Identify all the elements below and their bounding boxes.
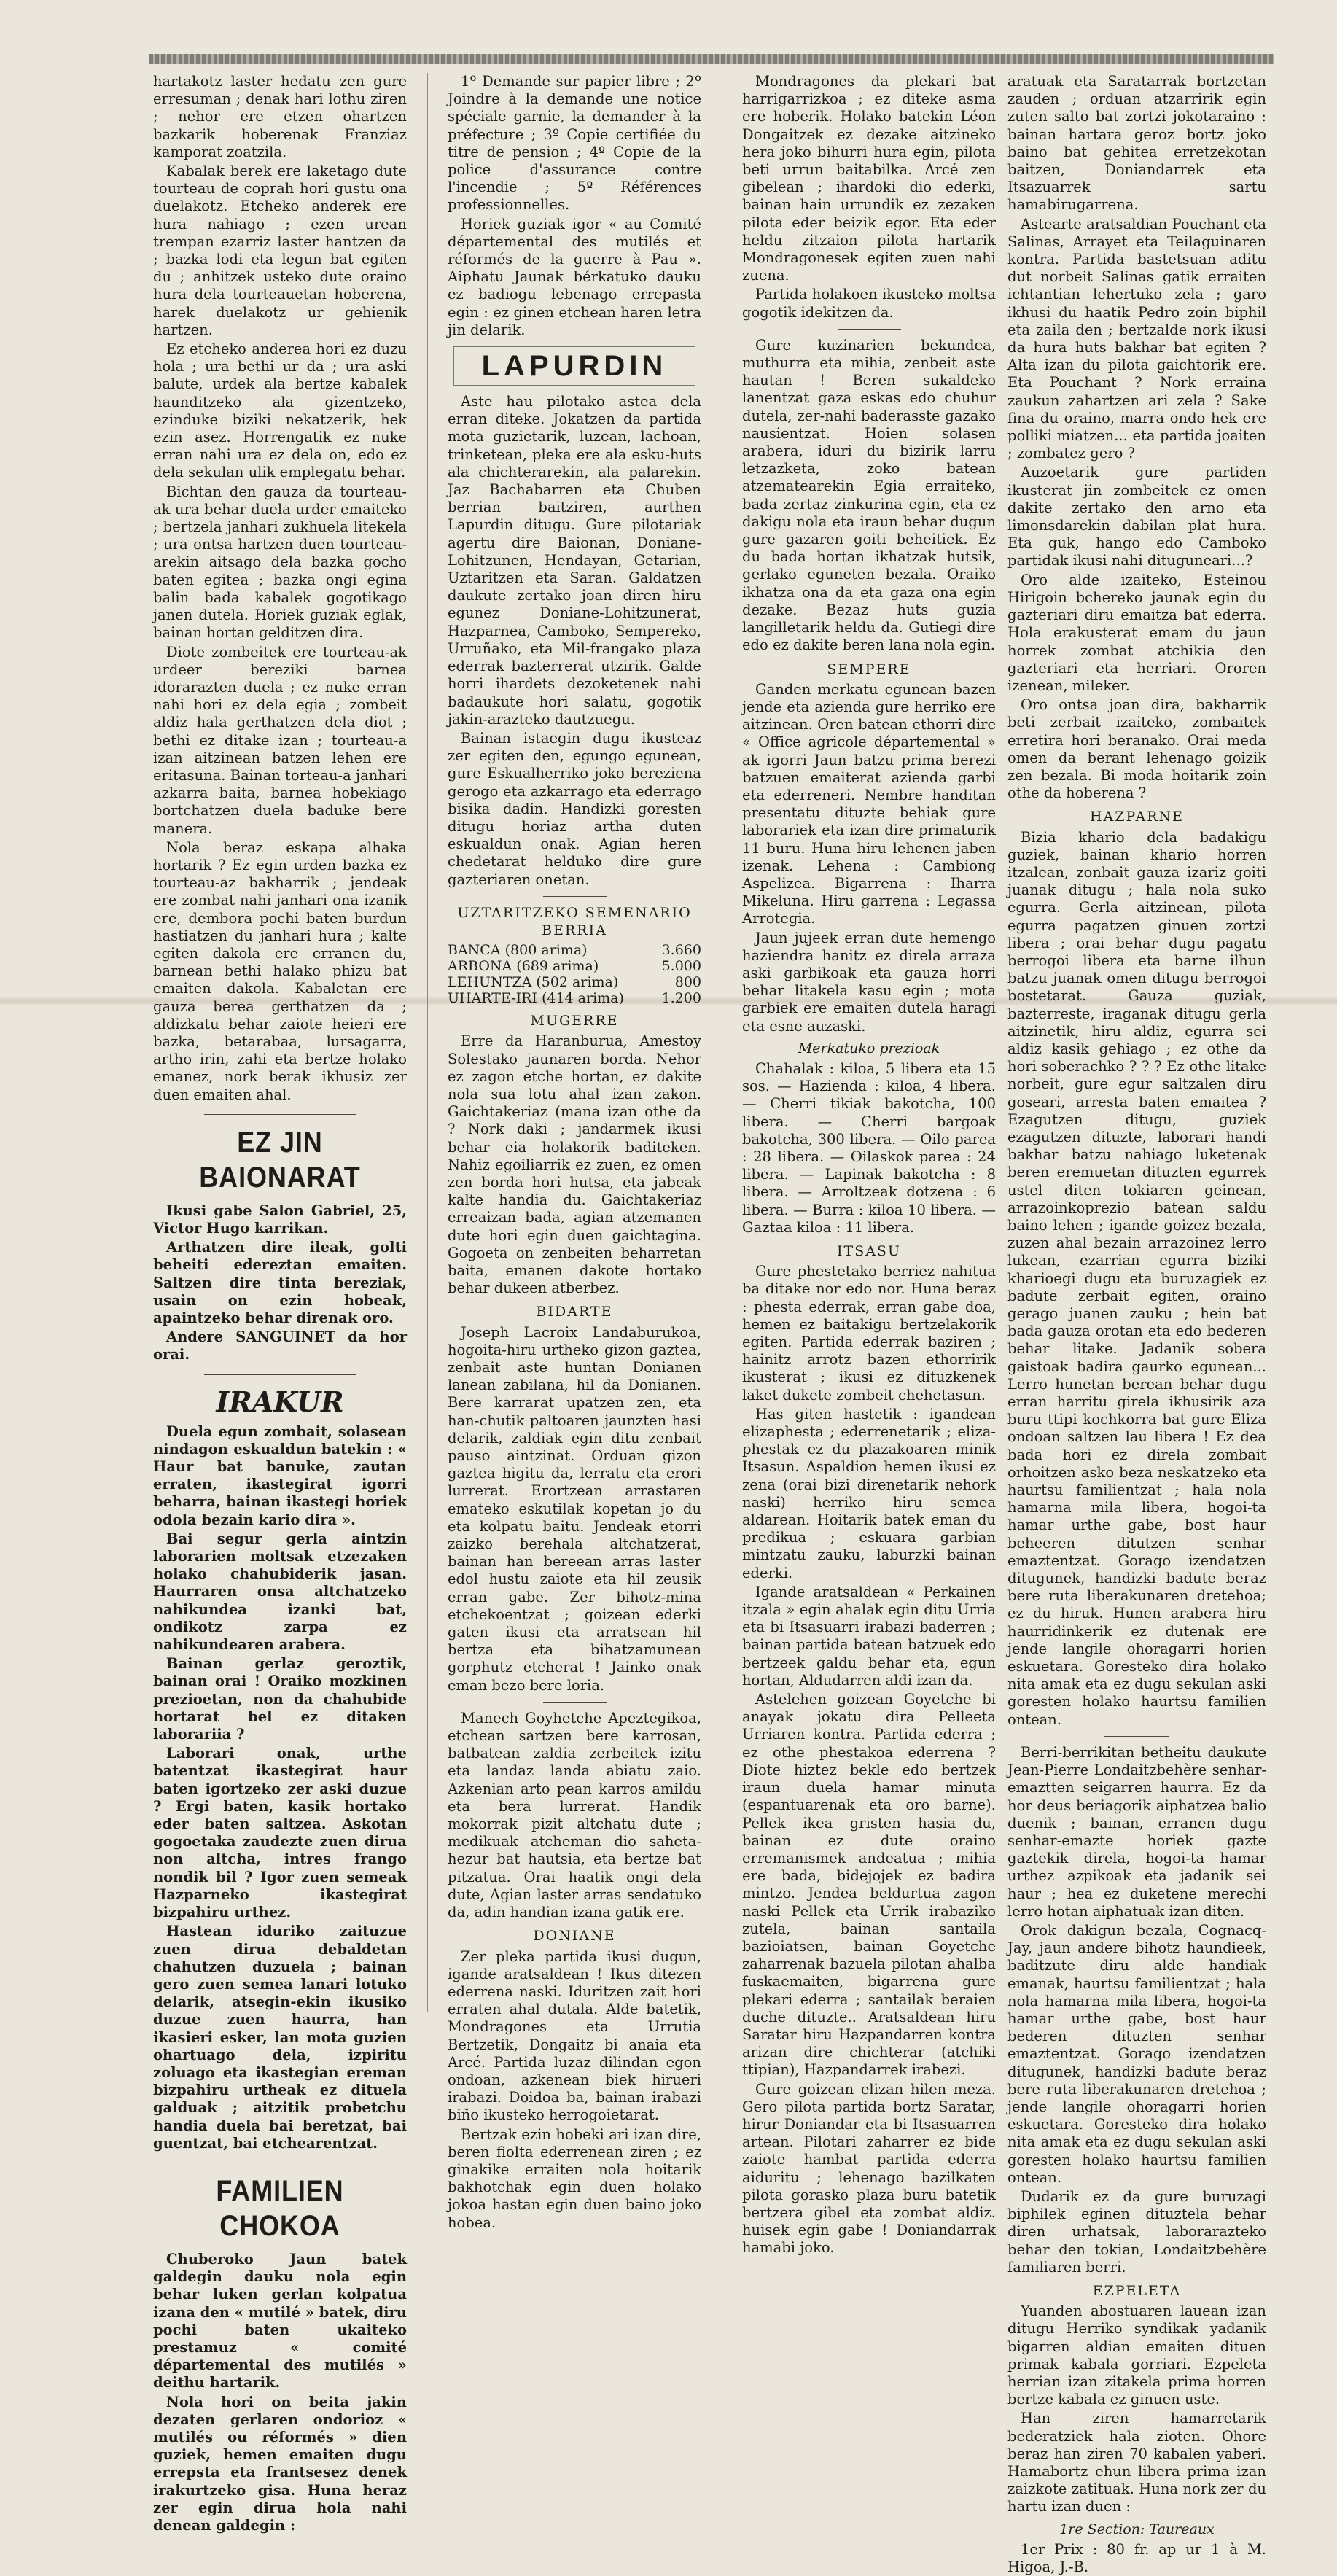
paragraph: Dudarik ez da gure buruzagi biphilek eginen dituztela behar diren urhatsak, laborarazteko behar den tokian, Londaitzbehère familiaren berri. [1007, 2187, 1266, 2276]
paragraph: Orok dakigun bezala, Cognacq-Jay, jaun andere bihotz haundieek, baditzute diru alde handiak emanak, haurtsu familientzat ; hala nola hamarna mila libera, hogoi-ta hamar urthe gabe, bost haur bederen dituzten senhar emaztentzat. Gorago izendatzen ditugunek, handizki badute beraz bere ruta liberakunaren dretehoa ; jende langile ohoragarri horien eskuetara. Goresteko dira holako nita amak eta ez dugu sekulan aski goresten holako haurtsu familien ontean. [1007, 1921, 1266, 2186]
paragraph: Zer pleka partida ikusi dugun, igande aratsaldean ! Ikus ditezen ederrena naski. Iduritzen zait hori erraten ahal dutala. Alde batetik, Mondragones eta Urrutia Bertzetik, Dongaitz bi anaia eta Arcé. Partida luzaz dilindan egon ondoan, azkenean biek hirueri irabazi. Doidoa ba, bainan irabazi biño ikusteko herrogoietarat. [448, 1947, 701, 2124]
paragraph: Ez etcheko anderea hori ez duzu hola ; ura bethi ur da ; ura aski balute, urdek ala bertze kabalek haunditzeko ala gizentzeko, ezinduke biziki nekatzerik, hek ezin asez. Horrengatik ez nuke erran nahi ura ez dela on, edo ez dela sekulan ulik emplegatu behar. [153, 341, 407, 481]
paragraph: Andere SANGUINET da hor orai. [153, 1328, 407, 1363]
table-cell-value: 3.660 [661, 942, 701, 959]
table-row [448, 974, 701, 990]
paragraph: Arthatzen dire ileak, golti beheiti edereztan emaiten. Saltzen dire tinta bereziak, usain on ezin hobeak, apaintzeko behar direnak oro. [153, 1239, 407, 1326]
section-rule [838, 329, 901, 330]
paragraph: Diote zombeitek ere tourteau-ak urdeer bereziki barnea idorarazten duela ; ez nuke erran nahi hori ez dela egia ; zombeit aldiz hala gerthatzen dela diot ; bethi ez ditake izan ; tourteau-a izan aitzinean batzen lehen ere eritasuna. Bainan torteau-a janhari azkarra baita, barnea hobekiago bortchatzen duela baduke bere manera. [153, 643, 407, 837]
paragraph: Mondragones da plekari bat harrigarrizkoa ; ez diteke asma ere hoberik. Holako batekin Léon Dongaitzek ez dezake aitzineko hera joko bihurri hura egin, pilota beti urrun baitabilka. Arcé zen gibelean ; ihardoki dio ederki, bainan hain urrundik ez zezaken pilota eder beizik egor. Eta eder heldu zitzaion pilota hartarik Mondragonesek egiten zuen nahi zuena. [742, 73, 996, 284]
paragraph: Aste hau pilotako astea dela erran diteke. Jokatzen da partida mota guzietarik, luzean, lachoan, trinketean, pleka ere ala esku-huts ala chichterarekin, ala palarekin. Jaz Bachabarren eta Chuben berrian baitziren, aurthen Lapurdin ditugu. Gure pilotariak agertu dire Baionan, Doniane-Lohitzunen, Hendayan, Getarian, Uztaritzen eta Saran. Galdatzen daukute zertako joan diren hiru egunez Doniane-Lohitzunerat, Hazparnea, Camboko, Sempereko, Urruñako, eta Mil-frangako plaza ederrak bazterrerat utzirik. Galde horri ihardets dezoketenek nahi badaukute hori salatu, gogotik jakin-arazteko dautzuegu. [448, 393, 701, 728]
heading-ez-jin-baionarat: EZ JIN BAIONARAT [199, 1126, 361, 1194]
paragraph: Bertzak ezin hobeki ari izan dire, beren fiolta ederrenean ziren ; ez ginakike erraiten nola hoitarik bakhotchak egin duen holako jokoa hastan egin duen baino joko hobea. [448, 2125, 701, 2231]
heading-itsasu: ITSASU [837, 1243, 901, 1259]
heading-familien-chokoa: FAMILIEN CHOKOA [216, 2174, 344, 2242]
paragraph: Hastean iduriko zaituzue zuen dirua debaldetan chahutzen duzuela ; bainan gero zuen semea lanari lotuko delarik, atsegin-ekin ikusiko duzue zuen haurra, han ikasieri esker, lan mota guzien ohartuago dela, izpiritu zoluago eta ikastegian ereman bizpahiru urtheak ez dituela galduak ; aitzitik probetchu handia duela bai beretzat, bai guentzat, bai etchearentzat. [153, 1923, 407, 2152]
paragraph: Chahalak : kiloa, 5 libera eta 15 sos. — Hazienda : kiloa, 4 libera. — Cherri tikiak bakotcha, 100 libera. — Cherri bargoak bakotcha, 300 libera. — Oilo parea : 28 libera. — Oilaskok parea : 24 libera. — Lapinak bakotcha : 8 libera. — Arroltzeak dotzena : 6 libera. — Burra : kiloa 10 libera. — Gaztaa kiloa : 11 libera. [742, 1059, 996, 1236]
paragraph: Erre da Haranburua, Amestoy Solestako jaunaren borda. Nehor ez zagon etche hortan, ez dakite nola sua lotu ahal izan zakon. Gaichtakeriaz (mana izan othe da ? Nork daki ; jandarmek ikusi behar eia holakorik baditeken. Nahiz egoiliarrik ez zuen, ez omen zen borda hori hutsa, eta jabeak kalte handia du. Gaichtakeriaz erreaizan bada, agian atzemanen dute hori egin duen gaichtagina. Gogoeta on zenbeiten beharretan baita, emanen dakote hortako behar dukeen atberbez. [448, 1032, 701, 1297]
table-cell-name: UHARTE-IRI (414 arima) [448, 990, 624, 1007]
paragraph: Kabalak berek ere laketago dute tourteau de coprah hori gustu ona duelakotz. Etcheko anderek ere hura nahiago ; ezen urean trempan ezarriz laster hantzen da ; bazka lodi eta legun bat egiten du ; anhitzek usteko dute oraino hura dela tourteauetan hoberena, harek duelakotz ur gehienik hartzen. [153, 163, 407, 338]
paragraph: Igande aratsaldean « Perkainen itzala » egin ahalak egin ditu Urria eta bi Itsasuarri irabazi baderren ; bainan partida batean batzuek edo bertzeek galdu behar eta, egun hortan, Aldudarren aldi izan da. [742, 1583, 996, 1689]
heading-lapurdin: LAPURDIN [453, 346, 695, 386]
paragraph: Auzoetarik gure partiden ikusterat jin zombeitek ez omen dakite zertako den arno eta limonsdarekin dabilan plat hura. Eta guk, hango edo Camboko partidak ikusi nahi dituguneari...? [1007, 464, 1266, 569]
table-cell-value: 5.000 [661, 958, 701, 975]
column-1 [153, 73, 407, 2534]
paragraph: Berri-berrikitan betheitu daukute Jean-Pierre Londaitzbehère senhar-emaztten seigarren haurra. Ez da hor deus beriagorik aiphatzea balio duenik ; bainan, erranen dugu senhar-emazte horiek gazte gaztekik direla, hogoi-ta hamar urthez azpikoak eta jadanik sei haur ; hea ez duketene merechi lerro hotan aiphatuak izan diten. [1007, 1743, 1266, 1920]
paragraph: Duela egun zombait, solasean nindagon eskualdun batekin : « Haur bat banuke, zautan erraten, ikastegirat igorri beharra, bainan ikastegi horiek odola bezain kario dira ». [153, 1423, 407, 1528]
paragraph: Chuberoko Jaun batek galdegin dauku nola egin behar luken gerlan kolpatua izana den « mutilé » batek, diru pochi baten ukaiteko prestamuz « comité départemental des mutilés » deithu hartarik. [153, 2250, 407, 2392]
paragraph: Oro alde izaiteko, Esteinou Hirigoin bchereko jaunak egin du gazteriari diru emaitza bat ederra. Hola erakusterat emam du jaun horrek zombat atchikia den gazteriari eta herriari. Ororen izenean, mileker. [1007, 571, 1266, 694]
paragraph: hartakotz laster hedatu zen gure erresuman ; denak hari lothu ziren ; nehor ere etzen ohartzen bazkarik hoberenak Franziaz kamporat zoatzila. [153, 73, 407, 160]
heading-irakur: IRAKUR [216, 1385, 344, 1418]
paragraph: 1er Prix : 80 fr. ap ur 1 à M. Higoa, J.-B. [1007, 2540, 1266, 2576]
paragraph: Ikusi gabe Salon Gabriel, 25, Victor Hugo karrikan. [153, 1202, 407, 1237]
paragraph: Bichtan den gauza da tourteau-ak ura behar duela urder emaiteko ; bertzela janhari zukhuela litekela ; ura ontsa hartzen duen tourteau-arekin aitsago dela bazka gocho baten egitea ; bazka ongi egina balin bada kabalek gogotikago janen dutela. Horiek guziak eglak, bainan hortan gelditzen dira. [153, 483, 407, 642]
paragraph: Partida holakoen ikusteko moltsa gogotik idekitzen da. [742, 286, 996, 321]
paragraph: Bainan gerlaz geroztik, bainan orai ! Oraiko mozkinen prezioetan, non da chahubide hortarat bel ez ditaken laborariia ? [153, 1655, 407, 1743]
paragraph: Horiek guziak igor « au Comité départemental des mutilés et réformés de la guerre à Pau ». Aiphatu Jaunak bérkatuko dauku ez badiogu lebenago errepasta egin : ez ginen etchean haren letra jin delarik. [448, 215, 701, 338]
paragraph: Joseph Lacroix Landaburukoa, hogoita-hiru urtheko gizon gaztea, zenbait aste huntan Donianen lanean zabilana, hil da Donianen. Bere karrarat upatzen zen, eta han-chutik paltoaren jaunzten hasi delarik, zaldiak egin ditu zenbait pauso aintzinat. Orduan gizon gaztea higitu da, lerratu eta erori lurrerat. Erortzean arrastaren emateko eskutilak kopetan jo du eta kolpatu baitu. Jendeak etorri zaizko berehala altchatzerat, bainan han bereean arras laster edol hustu zaiote eta hil zeusik erran gabe. Zer bihotz-mina etchekoentzat ; goizean ederki gaten ikusi eta arratsean hil bertza eta bihatzamunean gorphutz etcherat ! Jainko onak eman bezo bere loria. [448, 1323, 701, 1694]
paragraph: Manech Goyhetche Apeztegikoa, etchean sartzen bere karrosan, batbatean zaldia zerbeitek izitu eta landaz landa abiatu zaio. Azkenian arto pean karros amildu eta bera lurrerat. Handik mokorrak pizit altchatu dute ; medikuak atcheman dio saheta-hezur bat hautsia, eta bertze bat pitzatua. Orai haatik ongi dela dute, Agian laster arras sendatuko da, adin handian izana gatik ere. [448, 1709, 701, 1921]
section-rule [543, 896, 607, 897]
paragraph: Gure goizean elizan hilen meza. Gero pilota partida bortz Saratar, hirur Doniandar eta bi Itsasuarren artean. Pilotari zaharrer ez bide zaiote hambat partida ederra aiduritu ; lehenago bazilkaten pilota gorasko plaza buru batetik bertzera gibel eta zombat aldiz. huisek egin gabe ! Doniandarrak hamabi joko. [742, 2080, 996, 2257]
column-3 [742, 73, 996, 2257]
paragraph: Nola beraz eskapa alhaka hortarik ? Ez egin urden bazka ez tourteau-az bakharrik ; jendeak ere zombat nahi janhari ona izanik ere, dembora pochi baten burdun hastiatzen du janhari hura ; kalte egiten dakola ere erranen du, barnean bethi halako phizu bat emaiten dakola. Kabaletan ere gauza berea gerthatzen da ; aldizkatu behar zaiote heieri ere bazka, betarabaa, lursagarra, artho irin, zahi eta bertze holako emanez, nork berak ikhusiz zer duen emaiten ahal. [153, 838, 407, 1103]
heading-ezpeleta: EZPELETA [1092, 2282, 1182, 2299]
paragraph: Bizia khario dela badakigu guziek, bainan khario horren itzalean, zonbait gauza izariz goiti juanak ditugu ; hala nola suko egurra. Gerla aitzinean, pilota egurra pagatzen ginuen zortzi libera ; orai behar dugu pagatu berrogoi libera eta barne ilhun batzu juanak omen ditugu berrogoi bostetarat. Gauza guziak, bazterreste, iraganak ditugu gerla aitzinetik, hiru aldiz, egurra sei aldiz kasik gehiago ; ez othe da hori soberachko ? ? ? Ez othe litake norbeit, gure egur saltzalen diru goseari, arresta baten emaitea ? Ezagutzen ditugu, guziek ezagutzen dituzte, laborari handi bakhar batzu nahiago luketenak beren eremuetan dituzten egurrek ustel diten tokiaren geinean, arrazoinkoprezio batean saldu baino lehen ; igande goizez bezala, zuzen ahal bezain arrazoinez lerro lukean, ezarrian egurra biziki kharioegi dugu eta buruzagiek ez badute zerbait egiten, oraino gerago juanen zauku ; hein bat bada gauza orotan eta edo bederen behar litake. Jadanik sobera gaistoak badira gaurko egunean... Lerro hunetan berean behar dugu erran harritu girela ikhusirik aza buru ttipi kochkorra bat gure Eliza ondoan saltzen lau libera ! Ez dea bada hori ez direla zombait orhoitzen asko beza neskatzeko eta haurtsu familientzat ; hala nola hamarna mila libera, hogoi-ta hamar urthe gabe, bost haur beheeren ditutzen senhar emaztentzat. Gorago izendatzen ditugunek, handizki badute beraz bere ruta liberakunaren dretehoa; ez du hiruk. Hunen arabera hiru haurridinkerik ez dutenak ere jende langile ohoragarri horien eskuetara. Goresteko dira holako nita amak eta ez dugu sekulan aski goresten holako haurtsu familien ontean. [1007, 828, 1266, 1728]
table-cell-value: 1.200 [661, 990, 701, 1007]
heading-semenario: UZTARITZEKO SEMENARIO BERRIA [457, 904, 692, 938]
paragraph: Astearte aratsaldian Pouchant eta Salinas, Arrayet eta Teilaguinaren kontra. Partida bastetsuan aditu dut norbeit Salinas gatik erraiten ichtantian lehertuko zela ; garo ikhusi du haatik Pedro zoin biphil eta zaila den ; bertzalde nork ikusi da hura huts bakhar bat egiten ? Alta izan du pilota gaichtorik ere. Eta Pouchant ? Nork erraina zaukun zahartzen ari zela ? Sake fina du oraino, marra ondo hek ere polliki miatzen... eta partida joaiten ; zombatez gero ? [1007, 215, 1266, 462]
paragraph: Gure phestetako berriez nahitua ba ditake nor edo nor. Huna beraz : phesta ederrak, erran gabe doa, hemen ez baitakigu bertzelakorik egiten. Partida ederrak baziren ; hainitz arrotz bazen ethorririk ikusterat ; ikusi ez dituzkenek laket dukete zombeit chehetasun. [742, 1263, 996, 1404]
paragraph: Nola hori on beita jakin dezaten gerlaren ondorioz « mutilés ou réformés » dien guziek, hemen emaiten dugu errepsta eta frantsesez denek irakurtzeko gisa. Huna heraz zer egin dirua hola nahi denean galdegin : [153, 2393, 407, 2534]
heading-bidarte: BIDARTE [536, 1304, 613, 1320]
paragraph: Astelehen goizean Goyetche bi anayak jokatu dira Pelleeta Urriaren kontra. Partida ederra ; ez othe phestakoa ederrena ? Diote hiztez bekle edo bertzek iraun duela hamar minuta (espantuarenak eta oro barne). Pellek ikea gristen hasia du, bainan ez dute oraino erremanismek andeatua ; mihia ere bada, bidejojek ez badira mintzo. Jendea beldurtua zagon naski Pellek eta Urrik irabaziko zutela, bainan santaila bazioiatsen, bainan Goyetche zaharrenak bazuela pilotan ahalba fuskaemaiten, bigarrena gure plekari ederra ; santailak beraien duche dituzte.. Aratsaldean hiru Saratar hiru Hazpandarren kontra arizan dire chichterar (atchiki ttipian), Hazpandarrek irabezi. [742, 1691, 996, 2079]
table-cell-value: 800 [674, 974, 701, 991]
section-rule [1104, 1736, 1169, 1737]
paragraph: Jaun jujeek erran dute hemengo haziendra hanitz ez direla arraza aski garbikoak eta gauza horri behar litakela kasu egin ; mota garbiek ere emaiten dutela haragi eta esne auzaski. [742, 929, 996, 1035]
paragraph: Han ziren hamarretarik bederatziek hala zioten. Ohore beraz han ziren 70 kabalen yaberi. Hamabortz ehun libera prima izan zaizkote zatituak. Huna nork zer du hartu izan duen : [1007, 2410, 1266, 2515]
table-cell-name: BANCA (800 arima) [448, 942, 588, 959]
heading-section-taureaux: 1re Section: Taureaux [1059, 2521, 1215, 2537]
section-rule [204, 1374, 356, 1375]
paragraph: Oro ontsa joan dira, bakharrik beti zerbait izaiteko, zombaitek erretira hori beranako. Orai meda omen da berant lehenago goizik zen bezala. Bi moda hoitarik zoin othe da hoberena ? [1007, 696, 1266, 802]
column-separator [427, 73, 428, 2012]
heading-doniane: DONIANE [533, 1928, 616, 1945]
section-rule [543, 1702, 607, 1703]
table-row [448, 990, 701, 1006]
heading-sempere: SEMPERE [827, 661, 911, 677]
table-cell-name: ARBONA (689 arima) [448, 958, 599, 975]
paragraph: Ganden merkatu egunean bazen jende eta azienda gure herriko ere aitzinean. Oren batean ethorri dire « Office agricole départemental » ak igorri Jaun batzu prima berezi batzuen emaiterat azienda garbi eta ederreneri. Nembre handitan presentatu dituzte behiak gure laborariek eta izan dire primaturik 11 buru. Huna hiru lehenen jaben izenak. Lehena : Cambiong Aspelizea. Bigarrena : Iharra Mikeluna. Hiru garrena : Legassa Arrotegia. [742, 680, 996, 927]
paragraph: Bainan istaegin dugu ikusteaz zer egiten den, egungo egunean, gure Eskualherriko joko bereziena gerogo eta azkarrago eta ederrago bisika dadin. Handizki goresten ditugu horiaz artha duten eskualdun onak. Agian heren chedetarat helduko dire gure gazteriaren onetan. [448, 729, 701, 888]
table-row [448, 942, 701, 958]
paragraph: Bai segur gerla aintzin laborarien moltsak etzezaken holako chahubiderik jasan. Haurraren onsa altchatzeko nahikundea izanki bat, ondikotz zarpa ez nahikundearen arabera. [153, 1530, 407, 1654]
donation-table [448, 942, 701, 1006]
paragraph: 1º Demande sur papier libre ; 2º Joindre à la demande une notice spéciale garnie, la demander à la préfecture ; 3º Copie certifiée du titre de pension ; 4º Copie de la police d'assurance contre l'incendie ; 5º Références professionnelles. [448, 73, 701, 214]
table-cell-name: LEHUNTZA (502 arima) [448, 974, 619, 991]
columns [153, 73, 1277, 2576]
masthead-rule [149, 54, 1274, 64]
heading-mugerre: MUGERRE [530, 1013, 619, 1030]
section-rule [204, 1114, 356, 1115]
heading-merkatuko-prezioak: Merkatuko prezioak [798, 1040, 940, 1057]
paragraph: aratuak eta Saratarrak bortzetan zauden ; orduan atzarririk egin zuten salto bat zortzi jokotaraino : bainan hartara geroz bortz joko baino bat gehitea erretzekotan baitzen, Doniandarrek eta Itsazuarrek sartu hamabirugarrena. [1007, 73, 1266, 214]
heading-hazparne: HAZPARNE [1089, 809, 1185, 825]
paragraph: Yuanden abostuaren lauean izan ditugu Herriko syndikak yadanik bigarren aldian emaiten dituen primak kabala gorriari. Ezpeleta herrian izan zitakela prima horren bertze kabala ez ginuen uste. [1007, 2303, 1266, 2408]
table-row [448, 958, 701, 974]
paragraph: Gure kuzinarien bekundea, muthurra eta mihia, zenbeit aste hautan ! Beren sukaldeko lanentzat gaza eskas edo chuhur dutela, zer-nahi baderasste gazako nausientzat. Hoien solasen arabera, iduri du bizirik larru letzazketa, zoko batean atzematearekin Egia erraiteko, bada zertaz zinkurina egin, eta ez dakigu nola eta iraun behar dugun gure gazaren goiti beheitiek. Ez du bada hortan ikhatzak hutsik, gerlako eguneten bezala. Oraiko ikhatza ona da eta gaza ona egin dezake. Bezaz huts guzia langilletarik heldu da. Gutiegi dire edo ez dakite beren lana nola egin. [742, 336, 996, 654]
paragraph: Laborari onak, urthe batentzat ikastegirat haur baten igortzeko zer aski duzue ? Ergi baten, kasik hortako eder baten saltzea. Askotan gogoetaka zaudezte zuen dirua non altcha, intres frango nondik bil ? Igor zuen semeak Hazparneko ikastegirat bizpahiru urthez. [153, 1745, 407, 1921]
paragraph: Has giten hastetik : igandean elizaphesta ; ederrenetarik ; eliza-phestak ez du plazakoaren minik Itsasun. Aspaldion hemen ikusi ez zena (orai bizi direnetarik nehork naski) herriko hiru semea aldarean. Hoitarik batek eman du predikua ; eskuara garbian mintzatu zauku, laburzki bainan ederki. [742, 1405, 996, 1581]
column-4 [1007, 73, 1266, 2576]
column-2 [448, 73, 701, 2231]
